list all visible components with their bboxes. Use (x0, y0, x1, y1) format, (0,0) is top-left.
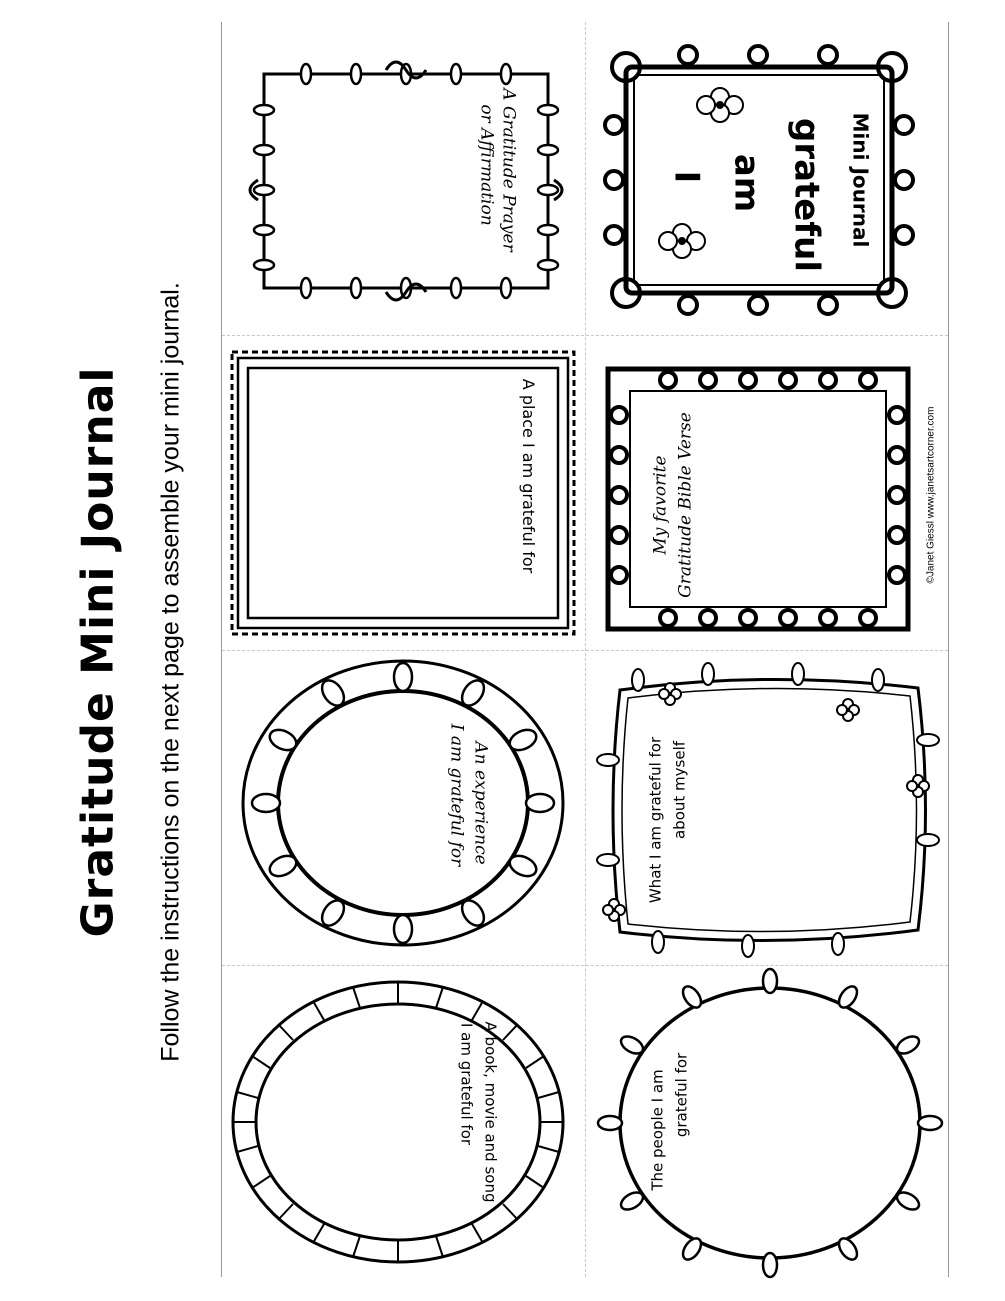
brick-ring-frame-icon (228, 972, 578, 1267)
people-line2: grateful for (672, 1052, 691, 1138)
experience-line1: An experience (470, 741, 491, 865)
bible-verse-page (598, 355, 938, 640)
place-line1: A place I am grateful for (519, 378, 538, 574)
bible-verse-line2: Gratitude Bible Verse (675, 412, 696, 598)
cover-mini-journal: Mini Journal (848, 112, 873, 248)
people-page (598, 975, 943, 1270)
prayer-line2: or Affirmation (476, 104, 497, 226)
cover-word-am: am (726, 153, 767, 213)
experience-page (228, 655, 578, 950)
page-subtitle-text: Follow the instructions on the next page to assemble your mini journal. (156, 282, 185, 1062)
people-line1: The people I am (648, 1069, 667, 1191)
myself-page (598, 660, 938, 955)
cover-word-grateful: grateful (786, 117, 827, 273)
bible-verse-line1: My favorite (650, 455, 671, 555)
cover-page (598, 45, 918, 315)
prayer-page (236, 40, 576, 320)
mandala-frame-icon (228, 655, 578, 950)
page-title-text: Gratitude Mini Journal (72, 366, 124, 938)
prayer-line1: A Gratitude Prayer (498, 88, 519, 252)
scroll-frame-icon (598, 355, 938, 640)
myself-line2: about myself (670, 740, 689, 840)
row-divider-3 (222, 965, 948, 966)
experience-line2: I am grateful for (446, 723, 467, 867)
book-line1: A book, movie and song (481, 1021, 500, 1203)
place-page (228, 348, 578, 638)
copyright-text: ©Janet Giessl www.janetsartcorner.com (925, 406, 937, 584)
row-divider-1 (222, 335, 948, 336)
book-page (228, 972, 578, 1267)
right-cut-line (948, 22, 949, 1277)
leafy-frame-icon (236, 40, 576, 320)
row-divider-2 (222, 650, 948, 651)
myself-line1: What I am grateful for (646, 736, 665, 904)
cover-word-i: I (666, 170, 707, 184)
book-line2: I am grateful for (457, 1022, 476, 1146)
